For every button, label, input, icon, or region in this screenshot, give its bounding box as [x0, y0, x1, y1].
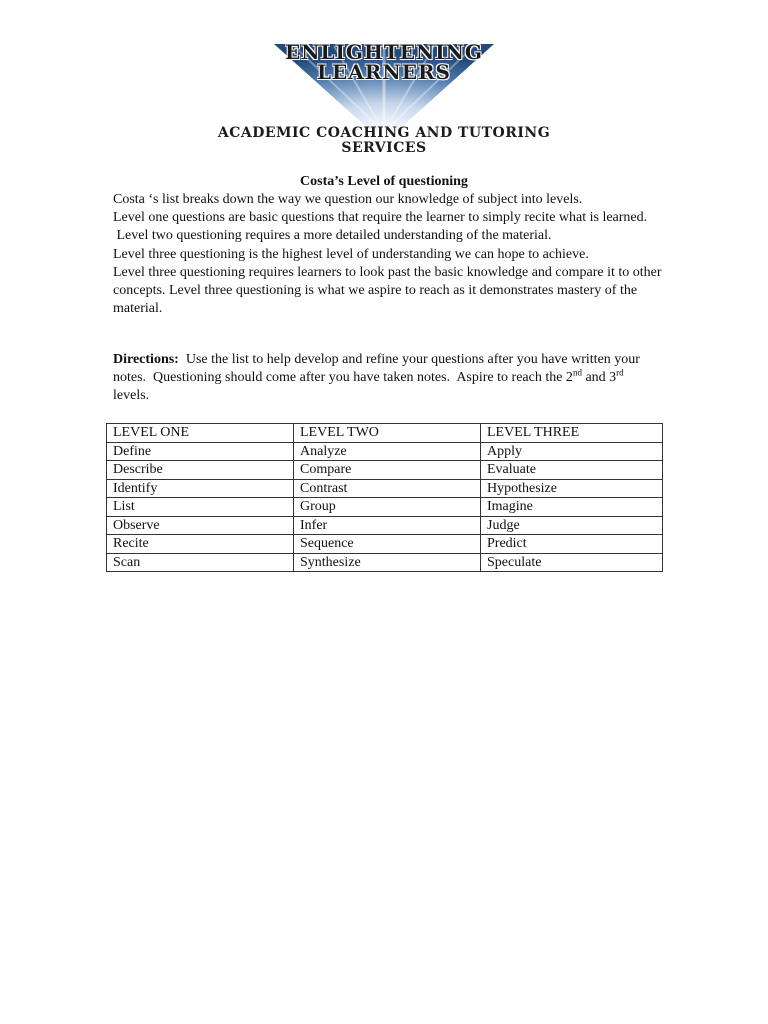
- logo: [274, 36, 494, 134]
- table-cell: Observe: [107, 516, 294, 535]
- levels-table: [106, 423, 663, 572]
- table-cell: Identify: [107, 479, 294, 498]
- paragraph-level-one: Level one questions are basic questions that require the learner to simply recite what is learned.: [113, 210, 648, 226]
- table-row: [107, 442, 663, 461]
- table-cell: Recite: [107, 535, 294, 554]
- logo-text-line-2: LEARNERS: [316, 60, 452, 84]
- table-cell: Compare: [294, 461, 481, 480]
- table-header-cell: LEVEL TWO: [294, 424, 481, 443]
- table-cell: Imagine: [481, 498, 663, 517]
- table-cell: Judge: [481, 516, 663, 535]
- logo-subtitle: [200, 126, 568, 156]
- table-cell: Analyze: [294, 442, 481, 461]
- table-row: [107, 498, 663, 517]
- table-cell: Predict: [481, 535, 663, 554]
- table-row: [107, 535, 663, 554]
- directions-text-3: levels.: [113, 388, 150, 404]
- logo-subtitle-line-1: ACADEMIC COACHING AND TUTORING: [217, 125, 551, 141]
- document-title: Costa’s Level of questioning: [300, 174, 468, 189]
- table-cell: Describe: [107, 461, 294, 480]
- table-cell: List: [107, 498, 294, 517]
- table-cell: Define: [107, 442, 294, 461]
- paragraph-intro: Costa ‘s list breaks down the way we question our knowledge of subject into levels.: [113, 192, 583, 207]
- table-cell: Speculate: [481, 553, 663, 572]
- directions-text-2: and 3: [581, 370, 617, 386]
- table-cell: Apply: [481, 442, 663, 461]
- table-header-row: [107, 424, 663, 443]
- table-row: [107, 516, 663, 535]
- directions-sup-nd: nd: [572, 367, 582, 378]
- table-cell: Sequence: [294, 535, 481, 554]
- table-row: [107, 479, 663, 498]
- table-cell: Infer: [294, 516, 481, 535]
- table-cell: Contrast: [294, 479, 481, 498]
- paragraph-level-two: Level two questioning requires a more detailed understanding of the material.: [113, 228, 552, 244]
- logo-subtitle-line-2: SERVICES: [341, 140, 427, 156]
- logo-text-line-1: ENLIGHTENING: [284, 40, 484, 64]
- table-header-cell: LEVEL ONE: [107, 424, 294, 443]
- paragraph-level-three-detail: Level three questioning requires learners to look past the basic knowledge and compare it to other concepts. Level three questioning is what we aspire to reach as it demonstrates mastery of the material.: [113, 264, 662, 317]
- table-cell: Synthesize: [294, 553, 481, 572]
- directions-text-1: Use the list to help develop and refine your questions after you have written your notes. Questioning should come after you have taken notes. Aspire to reach the 2: [113, 352, 644, 386]
- table-cell: Scan: [107, 553, 294, 572]
- directions-sup-rd: rd: [616, 367, 624, 378]
- directions-paragraph: [113, 351, 663, 406]
- table-row: [107, 553, 663, 572]
- table-cell: Hypothesize: [481, 479, 663, 498]
- table-cell: Group: [294, 498, 481, 517]
- directions-label: Directions:: [113, 352, 179, 367]
- table-row: [107, 461, 663, 480]
- table-header-cell: LEVEL THREE: [481, 424, 663, 443]
- document-body: [113, 191, 663, 318]
- table-cell: Evaluate: [481, 461, 663, 480]
- paragraph-level-three-highest: Level three questioning is the highest level of understanding we can hope to achieve.: [113, 246, 589, 262]
